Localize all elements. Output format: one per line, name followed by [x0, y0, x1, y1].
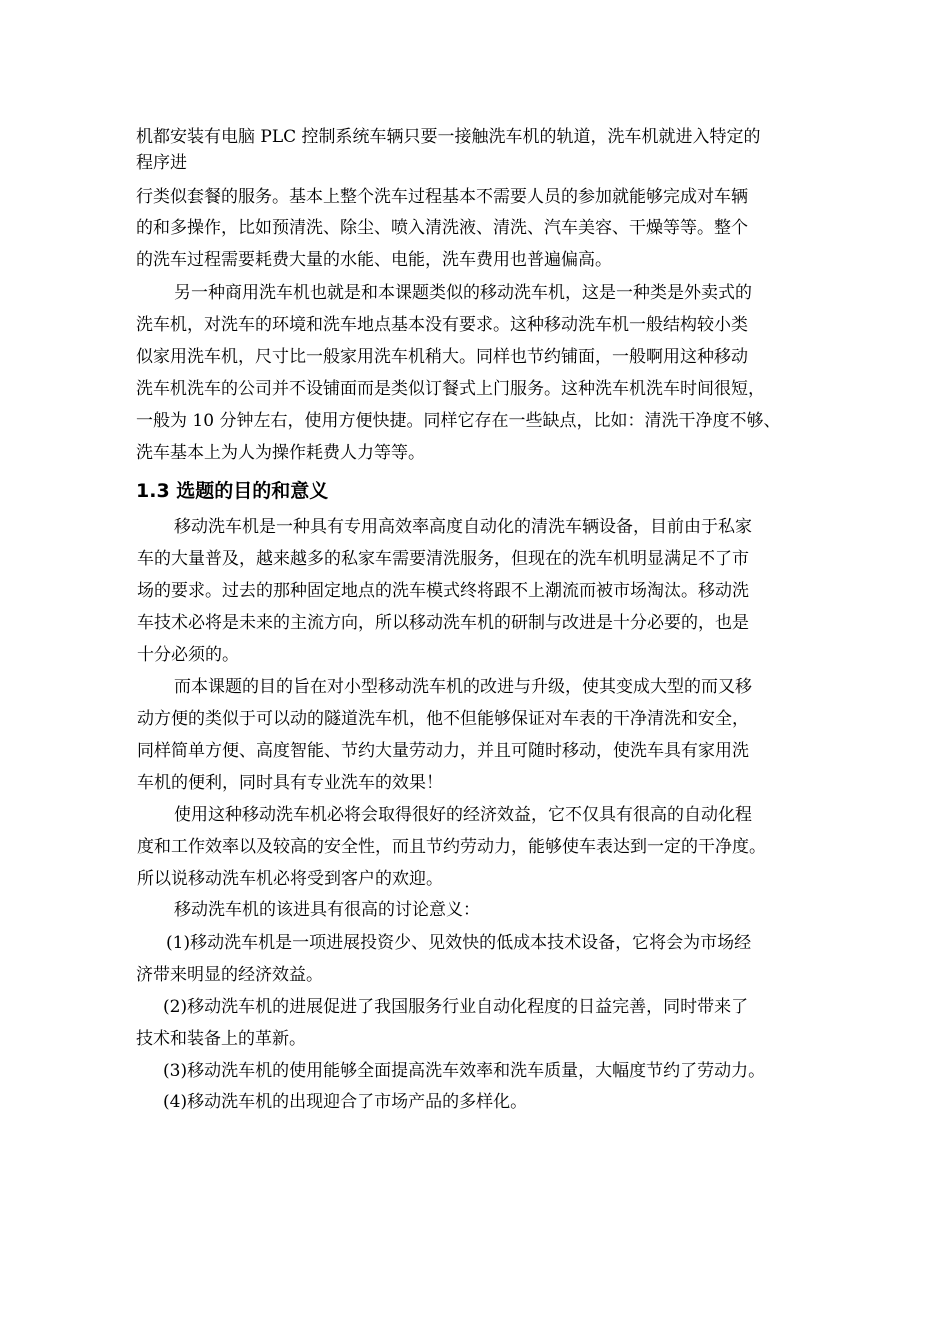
paragraph-line: 所以说移动洗车机必将受到客户的欢迎。	[137, 869, 443, 889]
paragraph-line: 程序进	[136, 153, 187, 173]
paragraph-line: 机都安装有电脑 PLC 控制系统车辆只要一接触洗车机的轨道，洗车机就进入特定的	[136, 127, 761, 147]
paragraph-line: 车机的便利，同时具有专业洗车的效果！	[137, 773, 443, 793]
paragraph-line: 洗车机，对洗车的环境和洗车地点基本没有要求。这种移动洗车机一般结构较小类	[136, 315, 748, 335]
paragraph-line: 行类似套餐的服务。基本上整个洗车过程基本不需要人员的参加就能够完成对车辆	[136, 187, 748, 207]
list-item-line: (2)移动洗车机的进展促进了我国服务行业自动化程度的日益完善，同时带来了	[163, 997, 749, 1017]
paragraph-line: 度和工作效率以及较高的安全性，而且节约劳动力，能够使车表达到一定的干净度。	[137, 837, 766, 857]
paragraph-line: 车技术必将是未来的主流方向，所以移动洗车机的研制与改进是十分必要的，也是	[137, 613, 749, 633]
paragraph-line: 洗车机洗车的公司并不设铺面而是类似订餐式上门服务。这种洗车机洗车时间很短，	[136, 379, 765, 399]
paragraph-line: 十分必须的。	[137, 645, 239, 665]
list-item-line: 技术和装备上的革新。	[136, 1029, 306, 1049]
list-item-line: (3)移动洗车机的使用能够全面提高洗车效率和洗车质量，大幅度节约了劳动力。	[163, 1061, 766, 1081]
paragraph-line: 同样简单方便、高度智能、节约大量劳动力，并且可随时移动，使洗车具有家用洗	[137, 741, 749, 761]
paragraph-line: 一般为 10 分钟左右，使用方便快捷。同样它存在一些缺点，比如：清洗干净度不够、	[136, 411, 781, 431]
section-heading: 1.3 选题的目的和意义	[136, 480, 329, 502]
paragraph-line: 另一种商用洗车机也就是和本课题类似的移动洗车机，这是一种类是外卖式的	[174, 283, 752, 303]
paragraph-line: 移动洗车机的该进具有很高的讨论意义：	[174, 900, 480, 920]
paragraph-line: 的洗车过程需要耗费大量的水能、电能，洗车费用也普遍偏高。	[136, 250, 612, 270]
paragraph-line: 而本课题的目的旨在对小型移动洗车机的改进与升级，使其变成大型的而又移	[174, 677, 752, 697]
paragraph-line: 车的大量普及，越来越多的私家车需要清洗服务，但现在的洗车机明显满足不了市	[137, 549, 749, 569]
list-item-line: (1)移动洗车机是一项进展投资少、见效快的低成本技术设备，它将会为市场经	[166, 933, 752, 953]
paragraph-line: 场的要求。过去的那种固定地点的洗车模式终将跟不上潮流而被市场淘汰。移动洗	[137, 581, 749, 601]
list-item-line: (4)移动洗车机的出现迎合了市场产品的多样化。	[163, 1092, 528, 1112]
paragraph-line: 动方便的类似于可以动的隧道洗车机，他不但能够保证对车表的干净清洗和安全，	[137, 709, 749, 729]
paragraph-line: 洗车基本上为人为操作耗费人力等等。	[136, 443, 425, 463]
paragraph-line: 使用这种移动洗车机必将会取得很好的经济效益，它不仅具有很高的自动化程	[174, 805, 752, 825]
paragraph-line: 的和多操作，比如预清洗、除尘、喷入清洗液、清洗、汽车美容、干燥等等。整个	[136, 218, 748, 238]
list-item-line: 济带来明显的经济效益。	[136, 965, 323, 985]
paragraph-line: 移动洗车机是一种具有专用高效率高度自动化的清洗车辆设备，目前由于私家	[174, 517, 752, 537]
paragraph-line: 似家用洗车机，尺寸比一般家用洗车机稍大。同样也节约铺面，一般啊用这种移动	[136, 347, 748, 367]
